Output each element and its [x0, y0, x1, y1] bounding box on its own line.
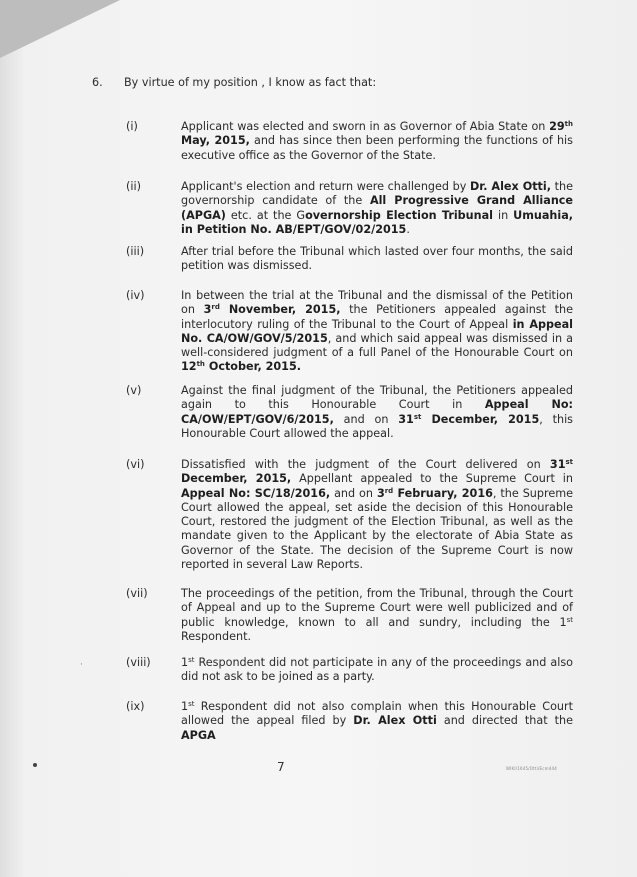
- text-run: Applicant was elected and sworn in as Governor of Abia State on: [181, 120, 550, 133]
- bold-text: All Progressive Grand Alliance (APGA): [181, 194, 573, 222]
- text-run: and directed that the: [436, 714, 573, 728]
- text-run: Against the final judgment of the Tribunal, the Petitioners appealed again to this Honourable Court in: [181, 384, 573, 412]
- text-run: Applicant's election and return were challenged by: [181, 180, 470, 193]
- bold-text: APGA: [181, 728, 216, 742]
- text-run: , and which said appeal was dismissed in a well-considered judgment of a full Panel of the Honourable Court on: [181, 331, 573, 360]
- ordinal-suffix: st: [566, 615, 573, 624]
- bold-text: 3: [376, 486, 385, 500]
- bold-text: overnorship Election Tribunal: [305, 208, 493, 222]
- bold-text: Appeal No: SC/18/2016,: [181, 486, 331, 500]
- bold-text: 31: [398, 412, 414, 426]
- ordinal-suffix: rd: [211, 303, 220, 312]
- item-label: (vi): [126, 458, 145, 471]
- paragraph-number: 6.: [92, 76, 103, 89]
- item-label: (i): [126, 120, 138, 133]
- text-run: Appellant appealed to the Supreme Court in: [291, 472, 574, 486]
- bold-text: December, 2015,: [181, 472, 292, 486]
- text-run: Dissatisfied with the judgment of the Court delivered on: [181, 458, 550, 471]
- text-run: in: [493, 208, 514, 222]
- text-run: 1: [181, 656, 189, 669]
- folded-corner: [0, 0, 120, 58]
- item-label: (iv): [126, 289, 145, 302]
- item-text: [181, 458, 573, 572]
- item-text: [181, 384, 573, 441]
- text-run: Respondent did not participate in any of the proceedings and also did not ask to be joined as a party.: [181, 656, 573, 684]
- bold-text: Umuahia, in Petition No. AB/EPT/GOV/02/2015: [181, 208, 573, 236]
- item-label: (vii): [126, 587, 148, 600]
- text-run: Respondent.: [181, 629, 252, 643]
- text-run: the Petitioners appealed against the interlocutory ruling of the Tribunal to the Court of Appeal: [181, 303, 573, 331]
- item-text: [181, 245, 573, 274]
- text-run: The proceedings of the petition, from the Tribunal, through the Court of Appeal and up to the Supreme Court were well publicized and of public knowledge, known to all and sundry, including the 1: [181, 587, 573, 629]
- bold-text: Dr. Alex Otti: [353, 714, 437, 728]
- ordinal-suffix: th: [564, 120, 573, 128]
- ordinal-suffix: th: [196, 360, 205, 369]
- item-text: [181, 180, 573, 237]
- text-run: 1: [181, 700, 189, 713]
- bold-text: October, 2015.: [204, 360, 301, 374]
- ink-dot: [33, 763, 37, 767]
- bold-text: May, 2015,: [181, 134, 250, 148]
- bold-text: February, 2016: [393, 486, 493, 500]
- text-run: , this Honourable Court allowed the appeal.: [181, 412, 574, 440]
- bold-text: Appeal No: CA/OW/EPT/GOV/6/2015,: [181, 398, 573, 426]
- item-text: [181, 700, 573, 743]
- text-run: and has since then been performing the functions of his executive office as the Governor of the State.: [181, 134, 573, 162]
- item-label: (ix): [126, 700, 145, 713]
- item-text: [181, 587, 573, 644]
- item-text: [181, 656, 573, 685]
- item-label: (v): [126, 384, 142, 397]
- text-run: and on: [333, 412, 399, 426]
- ordinal-suffix: rd: [384, 486, 394, 495]
- bold-text: 31: [549, 458, 566, 471]
- bold-text: 12: [181, 360, 197, 374]
- bold-text: December, 2015: [421, 412, 540, 426]
- text-run: .: [406, 222, 410, 236]
- text-run: In between the trial at the Tribunal and the dismissal of the Petition on: [181, 289, 573, 317]
- text-run: etc. at the G: [225, 208, 306, 222]
- item-text: [181, 289, 573, 375]
- item-label: (ii): [126, 180, 141, 193]
- bold-text: November, 2015,: [219, 303, 341, 317]
- item-label: (iii): [126, 245, 145, 258]
- ordinal-suffix: st: [188, 700, 195, 708]
- bold-text: in Appeal No. CA/OW/GOV/5/2015: [181, 317, 573, 345]
- bold-text: 3: [203, 303, 212, 317]
- bold-text: Dr. Alex Otti,: [470, 180, 551, 193]
- text-run: Respondent did not also complain when this Honourable Court allowed the appeal filed by: [181, 700, 573, 728]
- item-label: (viii): [126, 656, 151, 669]
- item-text: [181, 120, 573, 163]
- text-run: After trial before the Tribunal which lasted over four months, the said petition was dismissed.: [181, 245, 573, 273]
- footer-stamp: WIKI/1645/Otti/Ecm444: [506, 766, 558, 771]
- ordinal-suffix: st: [565, 458, 573, 466]
- text-run: and on: [330, 486, 377, 500]
- bold-text: 29: [549, 120, 565, 133]
- margin-mark: ·: [80, 660, 83, 670]
- paragraph-intro: By virtue of my position , I know as fact that:: [124, 76, 377, 89]
- ordinal-suffix: st: [188, 656, 195, 664]
- text-run: the governorship candidate of the: [181, 180, 573, 208]
- ordinal-suffix: st: [413, 412, 422, 421]
- page-number: 7: [277, 760, 285, 774]
- text-run: , the Supreme Court allowed the appeal, set aside the decision of this Honourable Court, restored the judgment of the Election Tribunal, as well as the mandate given to the Applicant by the electorate of Abia State as Governor of the State. The decision of the Supreme Court is now reported in several Law Reports.: [181, 486, 574, 572]
